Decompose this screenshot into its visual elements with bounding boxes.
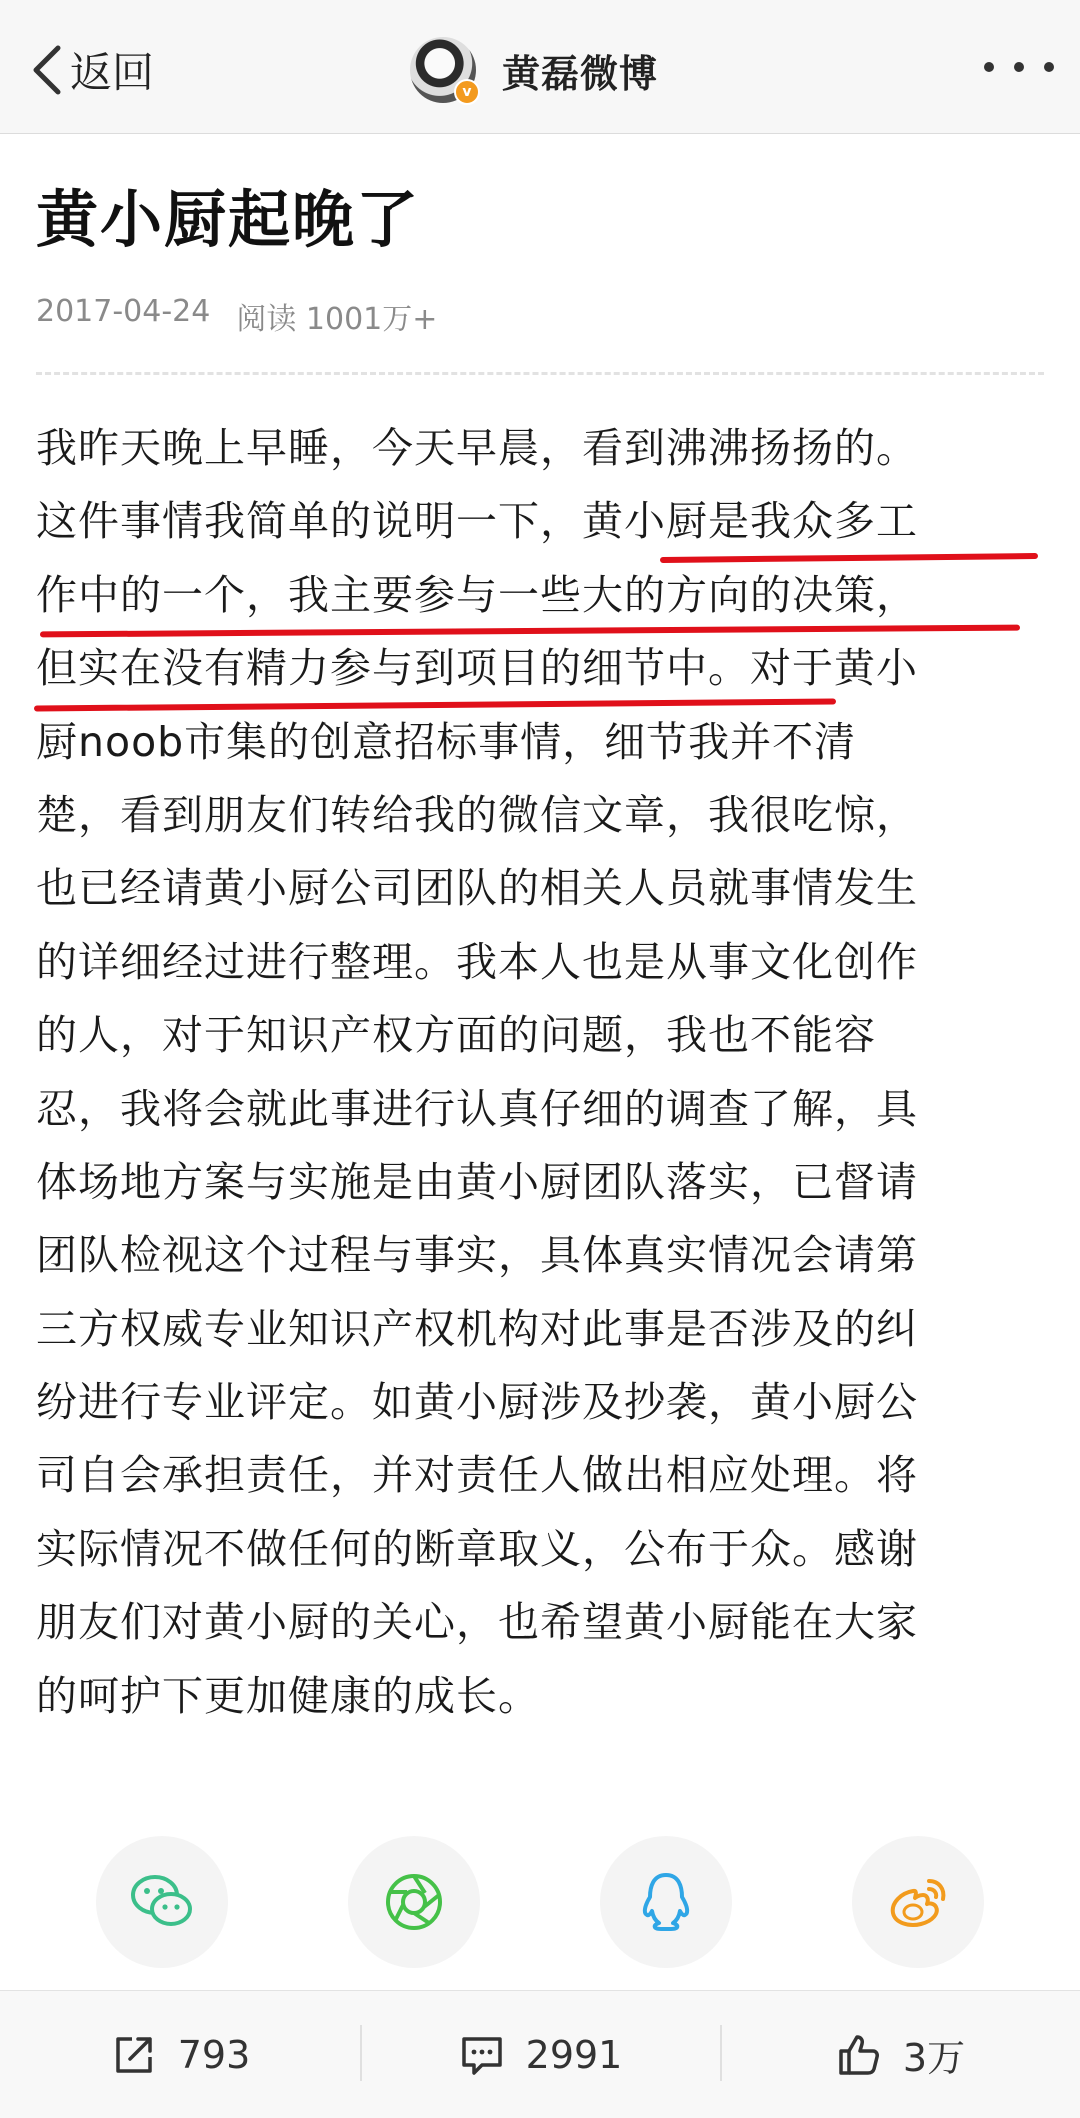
- repost-count: 793: [177, 2032, 251, 2077]
- body-line: 司自会承担责任，并对责任人做出相应处理。将: [36, 1451, 918, 1500]
- back-button[interactable]: [30, 42, 154, 98]
- body-line: 实际情况不做任何的断章取义，公布于众。感谢: [36, 1524, 918, 1573]
- body-line: 团队检视这个过程与事实，具体真实情况会请第: [36, 1231, 918, 1280]
- body-line: 作中的一个，我主要参与一些大的方向的决策，: [36, 570, 918, 619]
- comment-icon: [458, 2031, 506, 2079]
- article-body: [36, 412, 1046, 1733]
- share-moments-button[interactable]: [348, 1836, 480, 1968]
- share-qq-button[interactable]: [600, 1836, 732, 1968]
- body-line: 但实在没有精力参与到项目的细节中。对于黄小: [36, 644, 918, 693]
- read-count: 阅读 1001万+: [236, 302, 438, 337]
- moments-icon: [379, 1867, 449, 1937]
- body-line: 的详细经过进行整理。我本人也是从事文化创作: [36, 937, 918, 986]
- nav-title: 黄磊微博: [502, 51, 659, 96]
- body-line: 忍，我将会就此事进行认真仔细的调查了解，具: [36, 1084, 918, 1133]
- wechat-icon: [127, 1867, 197, 1937]
- verified-badge-icon: v: [454, 79, 480, 105]
- qq-icon: [631, 1867, 701, 1937]
- thumbs-up-icon: [835, 2031, 883, 2079]
- body-line: 体场地方案与实施是由黄小厨团队落实，已督请: [36, 1157, 918, 1206]
- back-label: 返回: [70, 48, 155, 97]
- body-line: 厨noob市集的创意招标事情，细节我并不清: [36, 717, 857, 766]
- body-line: 的呵护下更加健康的成长。: [36, 1671, 540, 1720]
- comment-count: 2991: [525, 2032, 623, 2077]
- top-nav-bar: [0, 0, 1080, 134]
- body-line: 也已经请黄小厨公司团队的相关人员就事情发生: [36, 864, 918, 913]
- comment-button[interactable]: [360, 1991, 720, 2118]
- body-line: 这件事情我简单的说明一下，黄小厨是我众多工: [36, 497, 918, 546]
- article-title: 黄小厨起晚了: [36, 183, 421, 256]
- article-meta: [36, 294, 437, 338]
- share-wechat-button[interactable]: [96, 1836, 228, 1968]
- body-line: 楚，看到朋友们转给我的微信文章，我很吃惊，: [36, 790, 918, 839]
- more-options-icon[interactable]: [984, 52, 1054, 82]
- avatar[interactable]: [410, 37, 476, 103]
- share-row: [0, 1836, 1080, 1970]
- dashed-divider: [36, 372, 1044, 375]
- repost-icon: [110, 2031, 158, 2079]
- like-button[interactable]: [720, 1991, 1080, 2118]
- chevron-left-icon: [30, 42, 66, 98]
- body-line: 朋友们对黄小厨的关心，也希望黄小厨能在大家: [36, 1598, 918, 1647]
- share-weibo-button[interactable]: [852, 1836, 984, 1968]
- like-count: 3万: [902, 2036, 966, 2080]
- publish-date: 2017-04-24: [36, 294, 211, 329]
- body-line: 三方权威专业知识产权机构对此事是否涉及的纠: [36, 1304, 918, 1353]
- nav-profile[interactable]: [410, 34, 658, 106]
- body-line: 的人，对于知识产权方面的问题，我也不能容: [36, 1011, 876, 1060]
- repost-button[interactable]: [0, 1991, 360, 2118]
- body-line: 纷进行专业评定。如黄小厨涉及抄袭，黄小厨公: [36, 1378, 918, 1427]
- bottom-action-bar: [0, 1990, 1080, 2118]
- body-line: 我昨天晚上早睡，今天早晨，看到沸沸扬扬的。: [36, 424, 918, 472]
- weibo-icon: [883, 1867, 953, 1937]
